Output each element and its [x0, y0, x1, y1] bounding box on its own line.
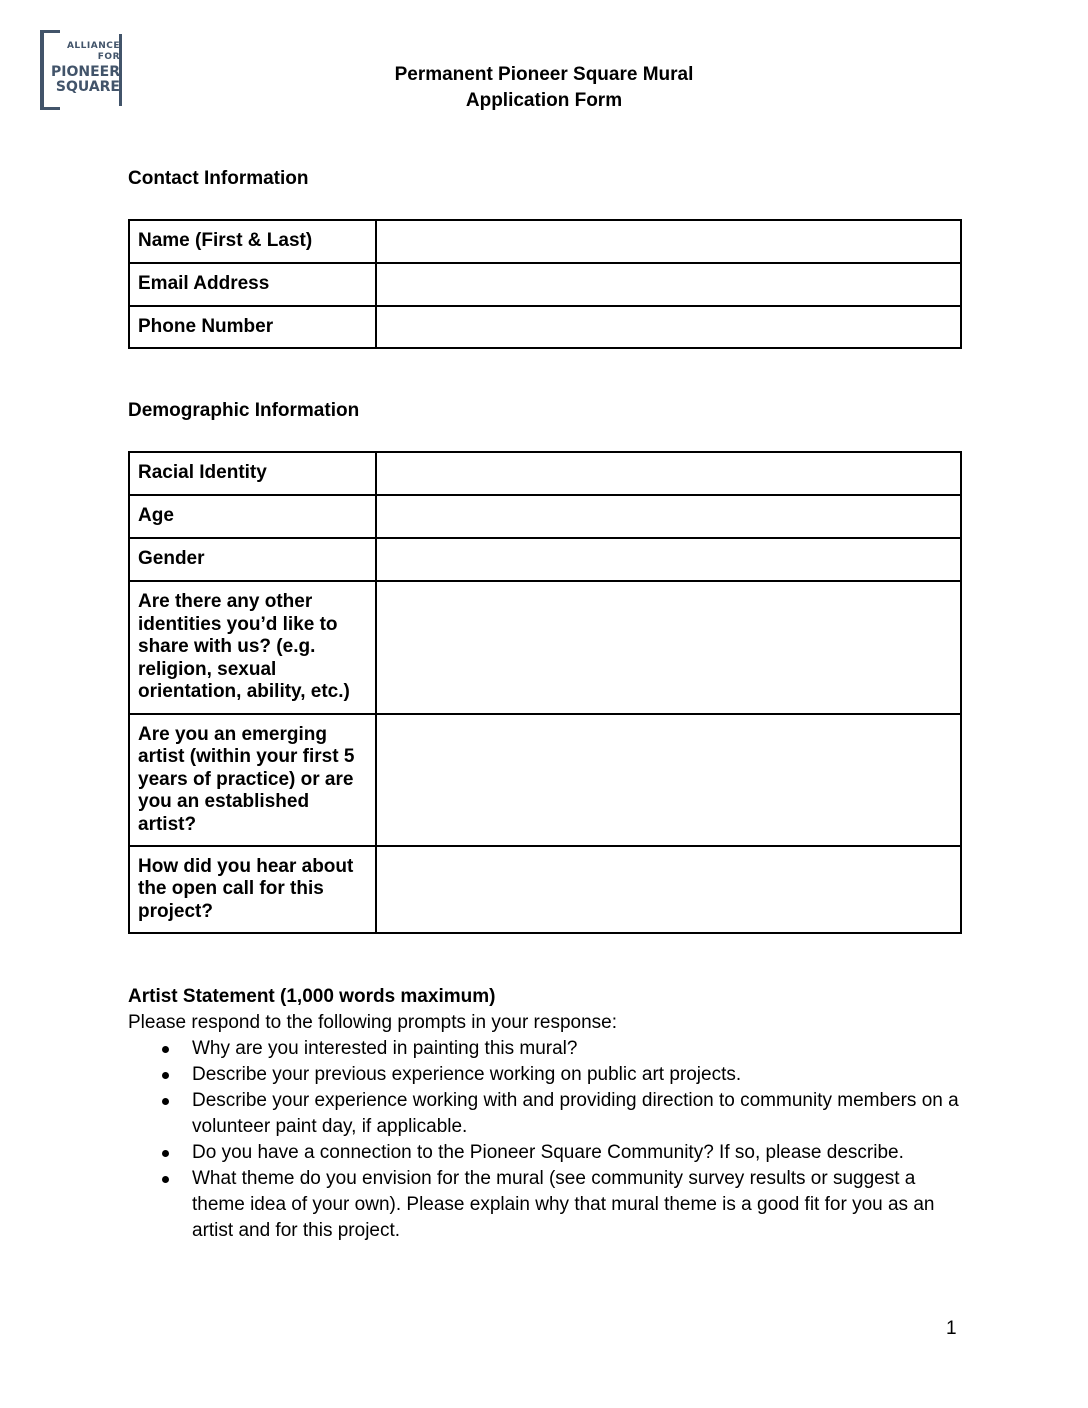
field-label: Are there any other identities you’d like to share with us? (e.g. religion, sexual orientation, ability, etc.): [129, 581, 376, 714]
prompt-text: Do you have a connection to the Pioneer Square Community? If so, please describe.: [192, 1142, 904, 1163]
bullet-icon: [162, 1150, 169, 1157]
table-row: [129, 538, 961, 581]
bullet-icon: [162, 1072, 169, 1079]
table-row: [129, 581, 961, 714]
table-row: [129, 846, 961, 933]
table-row: [129, 263, 961, 306]
field-label: Racial Identity: [129, 452, 376, 495]
prompt-text: Describe your previous experience working on public art projects.: [192, 1064, 742, 1085]
prompt-text: Describe your experience working with and providing direction to community members on a volunteer paint day, if applicable.: [192, 1090, 959, 1137]
table-row: [129, 714, 961, 846]
other-identities-field[interactable]: [376, 581, 961, 714]
table-row: [129, 220, 961, 263]
field-label: How did you hear about the open call for this project?: [129, 846, 376, 933]
gender-field[interactable]: [376, 538, 961, 581]
field-label: Gender: [129, 538, 376, 581]
artist-statement-intro: Please respond to the following prompts in your response:: [128, 1012, 617, 1033]
logo-line-2: FOR: [97, 52, 120, 62]
bullet-icon: [162, 1046, 169, 1053]
artist-status-field[interactable]: [376, 714, 961, 846]
phone-field[interactable]: [376, 306, 961, 348]
artist-statement-heading: Artist Statement (1,000 words maximum): [128, 986, 496, 1007]
demographic-table: [128, 451, 962, 934]
demographic-heading: Demographic Information: [128, 400, 360, 421]
list-item: [128, 1140, 968, 1166]
field-label: Phone Number: [129, 306, 376, 348]
page-number: 1: [946, 1318, 957, 1339]
field-label: Age: [129, 495, 376, 538]
list-item: [128, 1166, 968, 1244]
field-label: Email Address: [129, 263, 376, 306]
bullet-icon: [162, 1098, 169, 1105]
table-row: [129, 495, 961, 538]
page-title-line-2: Application Form: [465, 90, 623, 111]
prompt-text: Why are you interested in painting this mural?: [192, 1038, 578, 1059]
list-item: [128, 1088, 968, 1140]
table-row: [129, 306, 961, 348]
contact-table: [128, 219, 962, 349]
email-field[interactable]: [376, 263, 961, 306]
table-row: [129, 452, 961, 495]
field-label: Name (First & Last): [129, 220, 376, 263]
field-label: Are you an emerging artist (within your first 5 years of practice) or are you an established artist?: [129, 714, 376, 846]
contact-heading: Contact Information: [128, 168, 309, 189]
racial-identity-field[interactable]: [376, 452, 961, 495]
prompt-text: What theme do you envision for the mural (see community survey results or suggest a theme idea of your own). Please explain why that mural theme is a good fit for you as an artist and for this project.: [192, 1168, 935, 1241]
referral-source-field[interactable]: [376, 846, 961, 933]
list-item: [128, 1036, 968, 1062]
name-field[interactable]: [376, 220, 961, 263]
logo-line-1: ALLIANCE: [66, 41, 120, 51]
page-title-line-1: Permanent Pioneer Square Mural: [394, 64, 694, 85]
logo-line-3: PIONEER: [51, 64, 120, 80]
list-item: [128, 1062, 968, 1088]
age-field[interactable]: [376, 495, 961, 538]
prompt-list: [128, 1036, 968, 1244]
logo-line-4: SQUARE: [55, 79, 120, 95]
bullet-icon: [162, 1176, 169, 1183]
artist-statement-section: [128, 984, 968, 1244]
